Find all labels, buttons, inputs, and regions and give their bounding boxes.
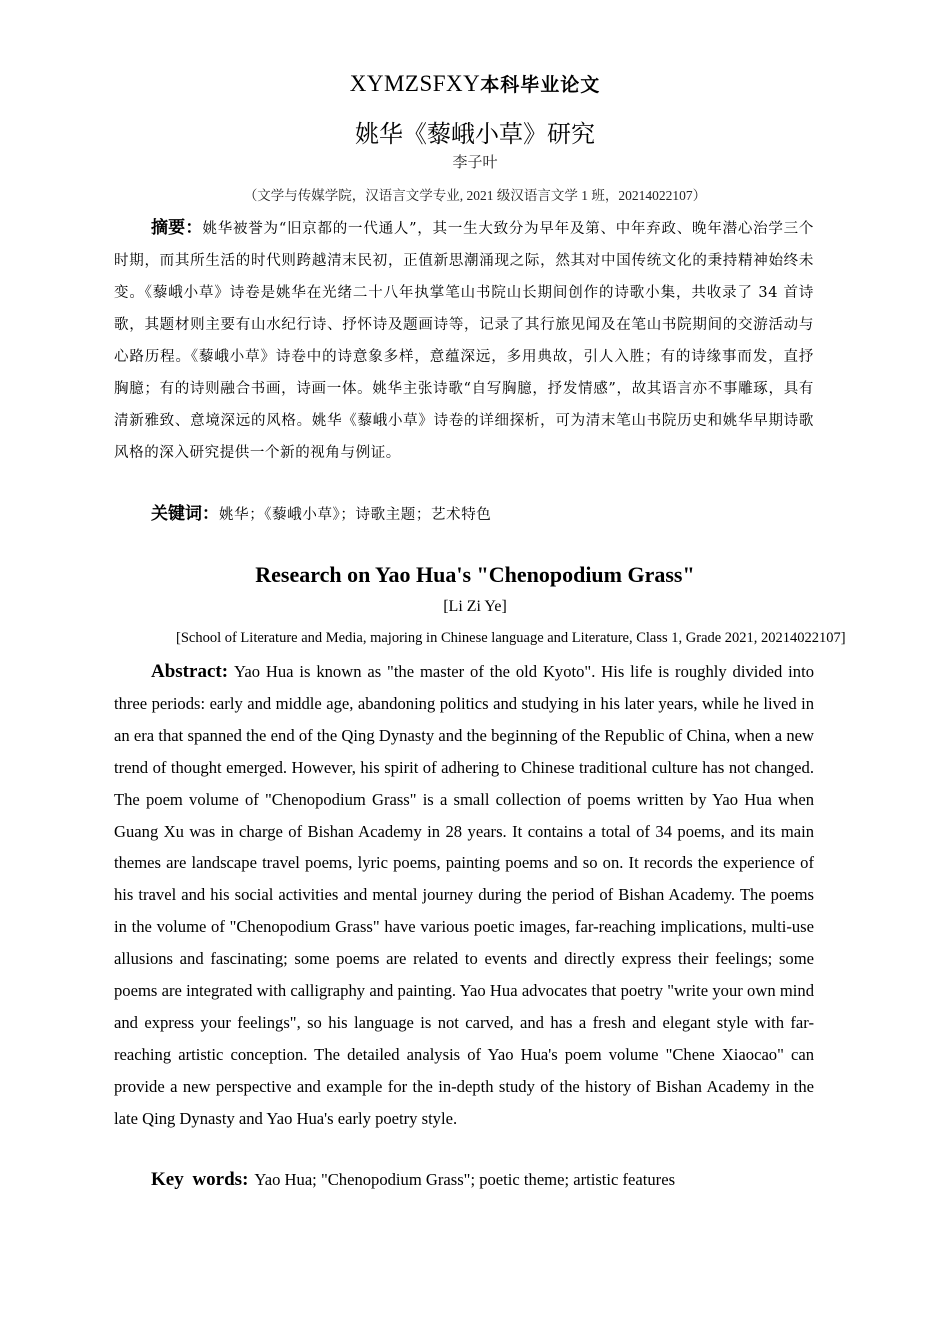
english-abstract-label: Abstract: <box>151 661 229 682</box>
english-author: [Li Zi Ye] <box>443 598 507 615</box>
chinese-abstract-text: 姚华被誉为“旧京都的一代通人”，其一生大致分为早年及第、中年弃政、晚年潜心治学三个时期，而其所生活的时代则跨越清末民初，正值新思潮涌现之际，然其对中国传统文化的秉持精神始终未变。《藜峨小草》诗卷是姚华在光绪二十八年执掌笔山书院山长期间创作的诗歌小集，共收录了 34 首诗歌，其题材则主要有山水纪行诗、抒怀诗及题画诗等，记录了其行旅见闻及在笔山书院期间的交游活动与心路历程。《藜峨小草》诗卷中的诗意象多样，意蕴深远，多用典故，引人入胜；有的诗缘事而发，直抒胸臆；有的诗则融合书画，诗画一体。姚华主张诗歌“自写胸臆，抒发情感”，故其语言亦不事雕琢，具有清新雅致、意境深远的风格。姚华《藜峨小草》诗卷的详细探析，可为清末笔山书院历史和姚华早期诗歌风格的深入研究提供一个新的视角与例证。 <box>114 221 815 461</box>
english-abstract-text: Yao Hua is known as "the master of the old Kyoto". His life is roughly divided into three periods: early and middle age, abandoning politics and studying in his later years, while he lived in an era that spanned the end of the Qing Dynasty and the beginning of the Republic of China, when a new trend of thought emerged. However, his spirit of adhering to Chinese traditional culture has not changed. The poem volume of "Chenopodium Grass" is a small collection of poems written by Yao Hua when Guang Xu was in charge of Bishan Academy in 28 years. It contains a total of 34 poems, and its main themes are landscape travel poems, lyric poems, painting poems and so on. It records the experience of his travel and his social activities and mental journey during the period of Bishan Academy. The poems in the volume of "Chenopodium Grass" have various poetic images, far-reaching implications, multi-use allusions and fascinating; some poems are related to events and directly express their feelings; some poems are integrated with calligraphy and painting. Yao Hua advocates that poetry "write your own mind and express your feelings", so his language is not carved, and has a fresh and elegant style with far-reaching artistic conception. The detailed analysis of Yao Hua's poem volume "Chene Xiaocao" can provide a new perspective and example for the in-depth study of the history of Bishan Academy in the late Qing Dynasty and Yao Hua's early poetry style. <box>114 662 814 1128</box>
chinese-keywords-label: 关键词： <box>151 504 219 524</box>
chinese-title: 姚华《藜峨小草》研究 <box>355 120 595 148</box>
thesis-header <box>0 70 950 97</box>
english-keywords-text: Yao Hua; "Chenopodium Grass"; poetic theme; artistic features <box>254 1170 676 1189</box>
english-abstract <box>114 656 814 1135</box>
chinese-affiliation: （文学与传媒学院，汉语言文学专业, 2021 级汉语言文学 1 班，20214022107） <box>243 188 707 203</box>
english-affiliation: [School of Literature and Media, majoring in Chinese language and Literature, Class 1, Grade 2021, 20214022107] <box>176 630 846 646</box>
school-code: XYMZSFXY <box>349 71 481 96</box>
english-keywords <box>114 1164 814 1196</box>
thesis-type-label: 本科毕业论文 <box>480 74 601 96</box>
chinese-abstract <box>114 212 814 469</box>
chinese-keywords <box>114 498 814 531</box>
english-title: Research on Yao Hua's "Chenopodium Grass" <box>255 562 695 587</box>
chinese-keywords-text: 姚华；《藜峨小草》；诗歌主题；艺术特色 <box>219 507 492 523</box>
chinese-author: 李子叶 <box>452 153 498 171</box>
english-keywords-label: Key words: <box>151 1169 249 1190</box>
chinese-abstract-label: 摘要： <box>151 218 203 238</box>
